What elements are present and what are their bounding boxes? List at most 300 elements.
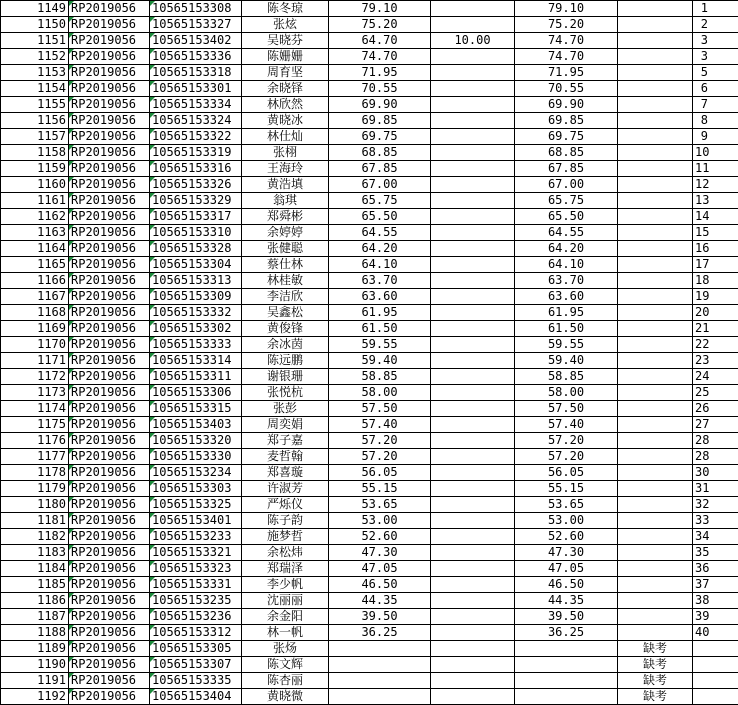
- written-score-cell[interactable]: 52.60: [329, 529, 431, 545]
- exam-code-cell[interactable]: RP2019056: [69, 641, 150, 657]
- row-number-cell[interactable]: 1175: [1, 417, 69, 433]
- candidate-name-cell[interactable]: 张悦杭: [242, 385, 329, 401]
- remark-cell[interactable]: [618, 497, 693, 513]
- row-number-cell[interactable]: 1189: [1, 641, 69, 657]
- candidate-name-cell[interactable]: 王海玲: [242, 161, 329, 177]
- row-number-cell[interactable]: 1180: [1, 497, 69, 513]
- total-score-cell[interactable]: 67.00: [515, 177, 618, 193]
- row-number-cell[interactable]: 1162: [1, 209, 69, 225]
- candidate-id-cell[interactable]: 10565153332: [150, 305, 242, 321]
- written-score-cell[interactable]: 61.95: [329, 305, 431, 321]
- bonus-score-cell[interactable]: [431, 401, 515, 417]
- row-number-cell[interactable]: 1184: [1, 561, 69, 577]
- rank-cell[interactable]: 40: [693, 625, 738, 641]
- bonus-score-cell[interactable]: [431, 561, 515, 577]
- total-score-cell[interactable]: 67.85: [515, 161, 618, 177]
- rank-cell[interactable]: 18: [693, 273, 738, 289]
- candidate-name-cell[interactable]: 李少帆: [242, 577, 329, 593]
- candidate-id-cell[interactable]: 10565153330: [150, 449, 242, 465]
- written-score-cell[interactable]: 67.85: [329, 161, 431, 177]
- written-score-cell[interactable]: 46.50: [329, 577, 431, 593]
- candidate-name-cell[interactable]: 吴鑫松: [242, 305, 329, 321]
- rank-cell[interactable]: 3: [693, 33, 738, 49]
- candidate-name-cell[interactable]: 余松炜: [242, 545, 329, 561]
- candidate-name-cell[interactable]: 陈杏丽: [242, 673, 329, 689]
- row-number-cell[interactable]: 1171: [1, 353, 69, 369]
- bonus-score-cell[interactable]: [431, 177, 515, 193]
- remark-cell[interactable]: [618, 49, 693, 65]
- candidate-name-cell[interactable]: 张栩: [242, 145, 329, 161]
- row-number-cell[interactable]: 1173: [1, 385, 69, 401]
- written-score-cell[interactable]: 53.65: [329, 497, 431, 513]
- row-number-cell[interactable]: 1192: [1, 689, 69, 705]
- candidate-id-cell[interactable]: 10565153329: [150, 193, 242, 209]
- row-number-cell[interactable]: 1153: [1, 65, 69, 81]
- candidate-id-cell[interactable]: 10565153404: [150, 689, 242, 705]
- rank-cell[interactable]: [693, 689, 738, 705]
- remark-cell[interactable]: [618, 433, 693, 449]
- total-score-cell[interactable]: 63.70: [515, 273, 618, 289]
- bonus-score-cell[interactable]: [431, 193, 515, 209]
- candidate-name-cell[interactable]: 黄晓冰: [242, 113, 329, 129]
- total-score-cell[interactable]: 53.65: [515, 497, 618, 513]
- total-score-cell[interactable]: 36.25: [515, 625, 618, 641]
- written-score-cell[interactable]: 59.55: [329, 337, 431, 353]
- written-score-cell[interactable]: 71.95: [329, 65, 431, 81]
- remark-cell[interactable]: [618, 33, 693, 49]
- bonus-score-cell[interactable]: 10.00: [431, 33, 515, 49]
- bonus-score-cell[interactable]: [431, 305, 515, 321]
- written-score-cell[interactable]: 55.15: [329, 481, 431, 497]
- remark-cell[interactable]: [618, 609, 693, 625]
- exam-code-cell[interactable]: RP2019056: [69, 145, 150, 161]
- bonus-score-cell[interactable]: [431, 273, 515, 289]
- candidate-name-cell[interactable]: 许淑芳: [242, 481, 329, 497]
- row-number-cell[interactable]: 1151: [1, 33, 69, 49]
- bonus-score-cell[interactable]: [431, 641, 515, 657]
- row-number-cell[interactable]: 1166: [1, 273, 69, 289]
- written-score-cell[interactable]: 74.70: [329, 49, 431, 65]
- written-score-cell[interactable]: 58.85: [329, 369, 431, 385]
- remark-cell[interactable]: 缺考: [618, 673, 693, 689]
- rank-cell[interactable]: 28: [693, 449, 738, 465]
- bonus-score-cell[interactable]: [431, 385, 515, 401]
- bonus-score-cell[interactable]: [431, 257, 515, 273]
- candidate-id-cell[interactable]: 10565153319: [150, 145, 242, 161]
- row-number-cell[interactable]: 1186: [1, 593, 69, 609]
- written-score-cell[interactable]: 47.05: [329, 561, 431, 577]
- written-score-cell[interactable]: 57.40: [329, 417, 431, 433]
- exam-code-cell[interactable]: RP2019056: [69, 305, 150, 321]
- candidate-id-cell[interactable]: 10565153304: [150, 257, 242, 273]
- candidate-id-cell[interactable]: 10565153327: [150, 17, 242, 33]
- total-score-cell[interactable]: 56.05: [515, 465, 618, 481]
- candidate-id-cell[interactable]: 10565153310: [150, 225, 242, 241]
- remark-cell[interactable]: [618, 97, 693, 113]
- candidate-id-cell[interactable]: 10565153302: [150, 321, 242, 337]
- total-score-cell[interactable]: 46.50: [515, 577, 618, 593]
- exam-code-cell[interactable]: RP2019056: [69, 289, 150, 305]
- row-number-cell[interactable]: 1181: [1, 513, 69, 529]
- bonus-score-cell[interactable]: [431, 497, 515, 513]
- exam-code-cell[interactable]: RP2019056: [69, 465, 150, 481]
- written-score-cell[interactable]: 53.00: [329, 513, 431, 529]
- total-score-cell[interactable]: 64.10: [515, 257, 618, 273]
- bonus-score-cell[interactable]: [431, 81, 515, 97]
- row-number-cell[interactable]: 1176: [1, 433, 69, 449]
- rank-cell[interactable]: 5: [693, 65, 738, 81]
- row-number-cell[interactable]: 1182: [1, 529, 69, 545]
- candidate-id-cell[interactable]: 10565153308: [150, 1, 242, 17]
- bonus-score-cell[interactable]: [431, 145, 515, 161]
- total-score-cell[interactable]: 53.00: [515, 513, 618, 529]
- exam-code-cell[interactable]: RP2019056: [69, 113, 150, 129]
- bonus-score-cell[interactable]: [431, 1, 515, 17]
- candidate-id-cell[interactable]: 10565153307: [150, 657, 242, 673]
- candidate-id-cell[interactable]: 10565153235: [150, 593, 242, 609]
- remark-cell[interactable]: [618, 17, 693, 33]
- written-score-cell[interactable]: 39.50: [329, 609, 431, 625]
- bonus-score-cell[interactable]: [431, 97, 515, 113]
- candidate-name-cell[interactable]: 林欣然: [242, 97, 329, 113]
- written-score-cell[interactable]: 69.85: [329, 113, 431, 129]
- written-score-cell[interactable]: 69.75: [329, 129, 431, 145]
- remark-cell[interactable]: [618, 401, 693, 417]
- rank-cell[interactable]: 11: [693, 161, 738, 177]
- rank-cell[interactable]: 15: [693, 225, 738, 241]
- rank-cell[interactable]: 34: [693, 529, 738, 545]
- candidate-name-cell[interactable]: 周奕娟: [242, 417, 329, 433]
- candidate-id-cell[interactable]: 10565153322: [150, 129, 242, 145]
- candidate-id-cell[interactable]: 10565153402: [150, 33, 242, 49]
- written-score-cell[interactable]: 69.90: [329, 97, 431, 113]
- remark-cell[interactable]: [618, 305, 693, 321]
- row-number-cell[interactable]: 1179: [1, 481, 69, 497]
- candidate-id-cell[interactable]: 10565153234: [150, 465, 242, 481]
- rank-cell[interactable]: 1: [693, 1, 738, 17]
- rank-cell[interactable]: 24: [693, 369, 738, 385]
- exam-code-cell[interactable]: RP2019056: [69, 513, 150, 529]
- rank-cell[interactable]: 38: [693, 593, 738, 609]
- rank-cell[interactable]: 12: [693, 177, 738, 193]
- candidate-id-cell[interactable]: 10565153324: [150, 113, 242, 129]
- rank-cell[interactable]: 25: [693, 385, 738, 401]
- row-number-cell[interactable]: 1178: [1, 465, 69, 481]
- row-number-cell[interactable]: 1164: [1, 241, 69, 257]
- rank-cell[interactable]: 20: [693, 305, 738, 321]
- bonus-score-cell[interactable]: [431, 577, 515, 593]
- total-score-cell[interactable]: 69.75: [515, 129, 618, 145]
- rank-cell[interactable]: 28: [693, 433, 738, 449]
- total-score-cell[interactable]: 64.55: [515, 225, 618, 241]
- remark-cell[interactable]: [618, 129, 693, 145]
- total-score-cell[interactable]: 74.70: [515, 49, 618, 65]
- row-number-cell[interactable]: 1168: [1, 305, 69, 321]
- candidate-id-cell[interactable]: 10565153301: [150, 81, 242, 97]
- bonus-score-cell[interactable]: [431, 609, 515, 625]
- rank-cell[interactable]: 35: [693, 545, 738, 561]
- bonus-score-cell[interactable]: [431, 129, 515, 145]
- exam-code-cell[interactable]: RP2019056: [69, 65, 150, 81]
- exam-code-cell[interactable]: RP2019056: [69, 385, 150, 401]
- candidate-name-cell[interactable]: 谢银珊: [242, 369, 329, 385]
- exam-code-cell[interactable]: RP2019056: [69, 177, 150, 193]
- bonus-score-cell[interactable]: [431, 545, 515, 561]
- written-score-cell[interactable]: 64.10: [329, 257, 431, 273]
- remark-cell[interactable]: [618, 193, 693, 209]
- total-score-cell[interactable]: 70.55: [515, 81, 618, 97]
- total-score-cell[interactable]: 59.55: [515, 337, 618, 353]
- written-score-cell[interactable]: 59.40: [329, 353, 431, 369]
- rank-cell[interactable]: 6: [693, 81, 738, 97]
- written-score-cell[interactable]: 58.00: [329, 385, 431, 401]
- candidate-name-cell[interactable]: 翁琪: [242, 193, 329, 209]
- bonus-score-cell[interactable]: [431, 337, 515, 353]
- remark-cell[interactable]: [618, 161, 693, 177]
- candidate-name-cell[interactable]: 张彭: [242, 401, 329, 417]
- row-number-cell[interactable]: 1155: [1, 97, 69, 113]
- candidate-name-cell[interactable]: 黄晓微: [242, 689, 329, 705]
- row-number-cell[interactable]: 1185: [1, 577, 69, 593]
- total-score-cell[interactable]: [515, 641, 618, 657]
- exam-code-cell[interactable]: RP2019056: [69, 529, 150, 545]
- candidate-id-cell[interactable]: 10565153306: [150, 385, 242, 401]
- candidate-name-cell[interactable]: 郑喜璇: [242, 465, 329, 481]
- bonus-score-cell[interactable]: [431, 321, 515, 337]
- total-score-cell[interactable]: 65.50: [515, 209, 618, 225]
- candidate-id-cell[interactable]: 10565153320: [150, 433, 242, 449]
- rank-cell[interactable]: 21: [693, 321, 738, 337]
- exam-code-cell[interactable]: RP2019056: [69, 449, 150, 465]
- row-number-cell[interactable]: 1158: [1, 145, 69, 161]
- total-score-cell[interactable]: 61.50: [515, 321, 618, 337]
- exam-code-cell[interactable]: RP2019056: [69, 433, 150, 449]
- remark-cell[interactable]: [618, 81, 693, 97]
- candidate-name-cell[interactable]: 施梦哲: [242, 529, 329, 545]
- candidate-id-cell[interactable]: 10565153311: [150, 369, 242, 385]
- total-score-cell[interactable]: 75.20: [515, 17, 618, 33]
- total-score-cell[interactable]: 57.40: [515, 417, 618, 433]
- rank-cell[interactable]: [693, 657, 738, 673]
- row-number-cell[interactable]: 1187: [1, 609, 69, 625]
- rank-cell[interactable]: [693, 673, 738, 689]
- bonus-score-cell[interactable]: [431, 417, 515, 433]
- total-score-cell[interactable]: 58.85: [515, 369, 618, 385]
- written-score-cell[interactable]: 57.20: [329, 433, 431, 449]
- remark-cell[interactable]: [618, 65, 693, 81]
- remark-cell[interactable]: [618, 449, 693, 465]
- candidate-id-cell[interactable]: 10565153233: [150, 529, 242, 545]
- written-score-cell[interactable]: 57.20: [329, 449, 431, 465]
- bonus-score-cell[interactable]: [431, 625, 515, 641]
- written-score-cell[interactable]: 64.70: [329, 33, 431, 49]
- candidate-id-cell[interactable]: 10565153323: [150, 561, 242, 577]
- bonus-score-cell[interactable]: [431, 529, 515, 545]
- total-score-cell[interactable]: 71.95: [515, 65, 618, 81]
- rank-cell[interactable]: 2: [693, 17, 738, 33]
- candidate-id-cell[interactable]: 10565153336: [150, 49, 242, 65]
- rank-cell[interactable]: 31: [693, 481, 738, 497]
- rank-cell[interactable]: 16: [693, 241, 738, 257]
- remark-cell[interactable]: [618, 145, 693, 161]
- bonus-score-cell[interactable]: [431, 369, 515, 385]
- candidate-name-cell[interactable]: 陈姗姗: [242, 49, 329, 65]
- candidate-name-cell[interactable]: 余晓铎: [242, 81, 329, 97]
- bonus-score-cell[interactable]: [431, 17, 515, 33]
- exam-code-cell[interactable]: RP2019056: [69, 401, 150, 417]
- remark-cell[interactable]: 缺考: [618, 657, 693, 673]
- candidate-id-cell[interactable]: 10565153312: [150, 625, 242, 641]
- bonus-score-cell[interactable]: [431, 673, 515, 689]
- written-score-cell[interactable]: 67.00: [329, 177, 431, 193]
- row-number-cell[interactable]: 1154: [1, 81, 69, 97]
- remark-cell[interactable]: [618, 273, 693, 289]
- row-number-cell[interactable]: 1188: [1, 625, 69, 641]
- row-number-cell[interactable]: 1156: [1, 113, 69, 129]
- remark-cell[interactable]: [618, 545, 693, 561]
- remark-cell[interactable]: [618, 177, 693, 193]
- remark-cell[interactable]: [618, 513, 693, 529]
- rank-cell[interactable]: 13: [693, 193, 738, 209]
- rank-cell[interactable]: [693, 641, 738, 657]
- exam-code-cell[interactable]: RP2019056: [69, 17, 150, 33]
- rank-cell[interactable]: 33: [693, 513, 738, 529]
- written-score-cell[interactable]: [329, 657, 431, 673]
- rank-cell[interactable]: 10: [693, 145, 738, 161]
- total-score-cell[interactable]: 39.50: [515, 609, 618, 625]
- exam-code-cell[interactable]: RP2019056: [69, 49, 150, 65]
- exam-code-cell[interactable]: RP2019056: [69, 81, 150, 97]
- candidate-name-cell[interactable]: 周育坚: [242, 65, 329, 81]
- written-score-cell[interactable]: [329, 689, 431, 705]
- candidate-id-cell[interactable]: 10565153303: [150, 481, 242, 497]
- exam-code-cell[interactable]: RP2019056: [69, 225, 150, 241]
- candidate-id-cell[interactable]: 10565153313: [150, 273, 242, 289]
- total-score-cell[interactable]: 65.75: [515, 193, 618, 209]
- written-score-cell[interactable]: 57.50: [329, 401, 431, 417]
- total-score-cell[interactable]: 57.20: [515, 433, 618, 449]
- rank-cell[interactable]: 36: [693, 561, 738, 577]
- rank-cell[interactable]: 27: [693, 417, 738, 433]
- candidate-id-cell[interactable]: 10565153401: [150, 513, 242, 529]
- exam-code-cell[interactable]: RP2019056: [69, 609, 150, 625]
- written-score-cell[interactable]: 65.75: [329, 193, 431, 209]
- candidate-name-cell[interactable]: 陈远鹏: [242, 353, 329, 369]
- remark-cell[interactable]: [618, 321, 693, 337]
- candidate-name-cell[interactable]: 余金阳: [242, 609, 329, 625]
- written-score-cell[interactable]: 44.35: [329, 593, 431, 609]
- remark-cell[interactable]: [618, 369, 693, 385]
- candidate-id-cell[interactable]: 10565153318: [150, 65, 242, 81]
- rank-cell[interactable]: 32: [693, 497, 738, 513]
- remark-cell[interactable]: [618, 241, 693, 257]
- candidate-id-cell[interactable]: 10565153321: [150, 545, 242, 561]
- bonus-score-cell[interactable]: [431, 225, 515, 241]
- candidate-id-cell[interactable]: 10565153331: [150, 577, 242, 593]
- row-number-cell[interactable]: 1172: [1, 369, 69, 385]
- bonus-score-cell[interactable]: [431, 449, 515, 465]
- candidate-name-cell[interactable]: 李洁欣: [242, 289, 329, 305]
- bonus-score-cell[interactable]: [431, 689, 515, 705]
- candidate-name-cell[interactable]: 陈文辉: [242, 657, 329, 673]
- candidate-name-cell[interactable]: 林桂敏: [242, 273, 329, 289]
- candidate-name-cell[interactable]: 沈丽丽: [242, 593, 329, 609]
- written-score-cell[interactable]: 64.20: [329, 241, 431, 257]
- row-number-cell[interactable]: 1190: [1, 657, 69, 673]
- rank-cell[interactable]: 8: [693, 113, 738, 129]
- bonus-score-cell[interactable]: [431, 209, 515, 225]
- exam-code-cell[interactable]: RP2019056: [69, 369, 150, 385]
- exam-code-cell[interactable]: RP2019056: [69, 417, 150, 433]
- row-number-cell[interactable]: 1149: [1, 1, 69, 17]
- total-score-cell[interactable]: 57.50: [515, 401, 618, 417]
- row-number-cell[interactable]: 1183: [1, 545, 69, 561]
- row-number-cell[interactable]: 1150: [1, 17, 69, 33]
- rank-cell[interactable]: 3: [693, 49, 738, 65]
- candidate-id-cell[interactable]: 10565153315: [150, 401, 242, 417]
- candidate-id-cell[interactable]: 10565153403: [150, 417, 242, 433]
- exam-code-cell[interactable]: RP2019056: [69, 497, 150, 513]
- candidate-id-cell[interactable]: 10565153314: [150, 353, 242, 369]
- exam-code-cell[interactable]: RP2019056: [69, 689, 150, 705]
- candidate-id-cell[interactable]: 10565153333: [150, 337, 242, 353]
- total-score-cell[interactable]: 47.30: [515, 545, 618, 561]
- total-score-cell[interactable]: 47.05: [515, 561, 618, 577]
- remark-cell[interactable]: [618, 337, 693, 353]
- written-score-cell[interactable]: 65.50: [329, 209, 431, 225]
- row-number-cell[interactable]: 1157: [1, 129, 69, 145]
- total-score-cell[interactable]: 58.00: [515, 385, 618, 401]
- candidate-name-cell[interactable]: 严烁仪: [242, 497, 329, 513]
- candidate-id-cell[interactable]: 10565153334: [150, 97, 242, 113]
- exam-code-cell[interactable]: RP2019056: [69, 545, 150, 561]
- total-score-cell[interactable]: 69.85: [515, 113, 618, 129]
- candidate-id-cell[interactable]: 10565153326: [150, 177, 242, 193]
- remark-cell[interactable]: [618, 593, 693, 609]
- exam-code-cell[interactable]: RP2019056: [69, 97, 150, 113]
- remark-cell[interactable]: [618, 561, 693, 577]
- candidate-name-cell[interactable]: 郑子嘉: [242, 433, 329, 449]
- total-score-cell[interactable]: 63.60: [515, 289, 618, 305]
- exam-code-cell[interactable]: RP2019056: [69, 625, 150, 641]
- exam-code-cell[interactable]: RP2019056: [69, 33, 150, 49]
- candidate-name-cell[interactable]: 张炫: [242, 17, 329, 33]
- exam-code-cell[interactable]: RP2019056: [69, 193, 150, 209]
- rank-cell[interactable]: 7: [693, 97, 738, 113]
- candidate-name-cell[interactable]: 黄浩填: [242, 177, 329, 193]
- exam-code-cell[interactable]: RP2019056: [69, 593, 150, 609]
- total-score-cell[interactable]: 79.10: [515, 1, 618, 17]
- rank-cell[interactable]: 37: [693, 577, 738, 593]
- bonus-score-cell[interactable]: [431, 113, 515, 129]
- total-score-cell[interactable]: 69.90: [515, 97, 618, 113]
- row-number-cell[interactable]: 1165: [1, 257, 69, 273]
- remark-cell[interactable]: [618, 225, 693, 241]
- candidate-name-cell[interactable]: 蔡仕林: [242, 257, 329, 273]
- remark-cell[interactable]: [618, 625, 693, 641]
- row-number-cell[interactable]: 1167: [1, 289, 69, 305]
- row-number-cell[interactable]: 1170: [1, 337, 69, 353]
- candidate-id-cell[interactable]: 10565153236: [150, 609, 242, 625]
- bonus-score-cell[interactable]: [431, 289, 515, 305]
- bonus-score-cell[interactable]: [431, 433, 515, 449]
- rank-cell[interactable]: 22: [693, 337, 738, 353]
- bonus-score-cell[interactable]: [431, 241, 515, 257]
- row-number-cell[interactable]: 1177: [1, 449, 69, 465]
- total-score-cell[interactable]: 55.15: [515, 481, 618, 497]
- row-number-cell[interactable]: 1174: [1, 401, 69, 417]
- total-score-cell[interactable]: [515, 673, 618, 689]
